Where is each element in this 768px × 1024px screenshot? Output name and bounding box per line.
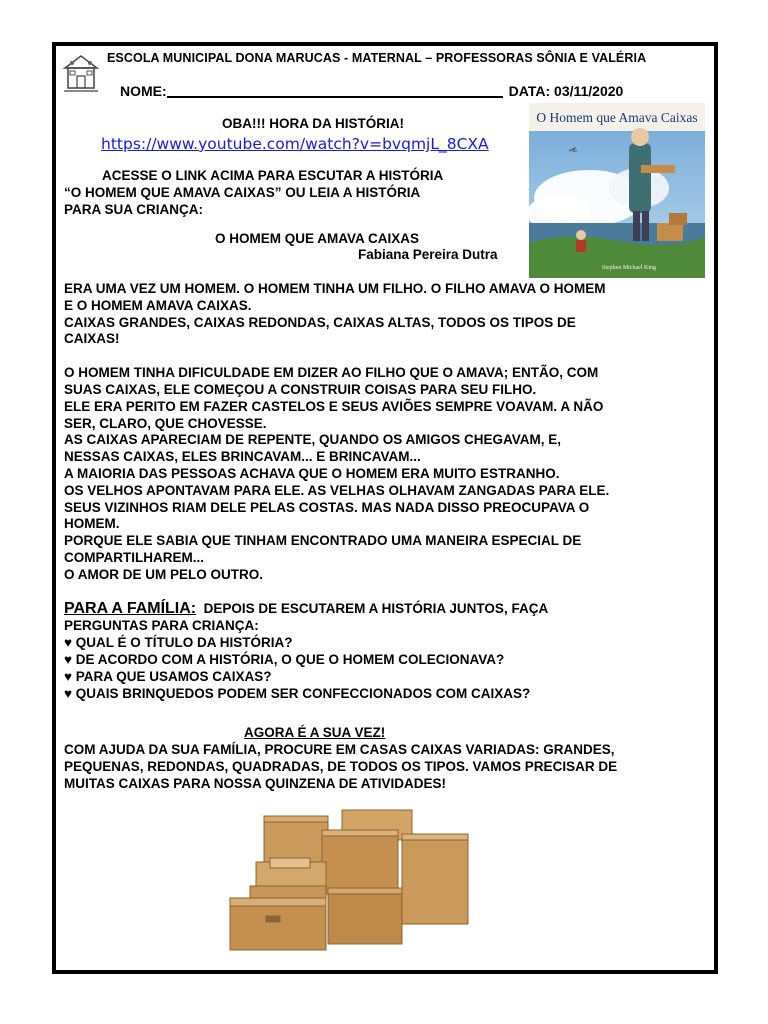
name-date-row <box>120 82 623 99</box>
story-author: Fabiana Pereira Dutra <box>358 247 498 262</box>
intro-line: PARA SUA CRIANÇA: <box>64 202 203 217</box>
story-line: OS VELHOS APONTAVAM PARA ELE. AS VELHAS OLHAVAM ZANGADAS PARA ELE. <box>64 482 610 498</box>
cardboard-boxes-image <box>226 806 472 956</box>
family-intro-line: PERGUNTAS PARA CRIANÇA: <box>64 618 259 633</box>
story-line: A MAIORIA DAS PESSOAS ACHAVA QUE O HOMEM ERA MUITO ESTRANHO. <box>64 465 560 481</box>
intro-text <box>64 167 524 218</box>
your-turn-title: AGORA É A SUA VEZ! <box>244 725 386 740</box>
story-line: PORQUE ELE SABIA QUE TINHAM ENCONTRADO UMA MANEIRA ESPECIAL DE <box>64 533 582 549</box>
story-line: SUAS CAIXAS, ELE COMEÇOU A CONSTRUIR COISAS PARA SEU FILHO. <box>64 381 537 397</box>
paragraph-gap <box>64 348 704 365</box>
activity-title: OBA!!! HORA DA HISTÓRIA! <box>222 116 404 131</box>
story-text <box>64 281 704 584</box>
question-item: ♥ DE ACORDO COM A HISTÓRIA, O QUE O HOMEM COLECIONAVA? <box>64 652 505 667</box>
question-item: ♥ PARA QUE USAMOS CAIXAS? <box>64 669 272 684</box>
school-header: ESCOLA MUNICIPAL DONA MARUCAS - MATERNAL – PROFESSORAS SÔNIA E VALÉRIA <box>107 51 647 65</box>
date-label: DATA: 03/11/2020 <box>508 83 624 99</box>
story-line: SER, CLARO, QUE CHOVESSE. <box>64 415 267 431</box>
story-line: AS CAIXAS APARECIAM DE REPENTE, QUANDO OS AMIGOS CHEGAVAM, E, <box>64 432 562 448</box>
intro-line: “O HOMEM QUE AMAVA CAIXAS” OU LEIA A HISTÓRIA <box>64 185 421 200</box>
story-video-link[interactable]: https://www.youtube.com/watch?v=bvqmjL_8CXA <box>101 135 489 153</box>
story-line: E O HOMEM AMAVA CAIXAS. <box>64 297 252 313</box>
cover-title: O Homem que Amava Caixas <box>536 110 698 125</box>
story-line: CAIXAS GRANDES, CAIXAS REDONDAS, CAIXAS ALTAS, TODOS OS TIPOS DE <box>64 314 576 330</box>
cover-author: Stephen Michael King <box>602 265 656 271</box>
question-item: ♥ QUAIS BRINQUEDOS PODEM SER CONFECCIONADOS COM CAIXAS? <box>64 686 531 701</box>
story-line: ELE ERA PERITO EM FAZER CASTELOS E SEUS AVIÕES SEMPRE VOAVAM. A NÃO <box>64 398 604 414</box>
story-line: O HOMEM TINHA DIFICULDADE EM DIZER AO FILHO QUE O AMAVA; ENTÃO, COM <box>64 365 599 381</box>
story-line: O AMOR DE UM PELO OUTRO. <box>64 566 263 582</box>
family-intro <box>64 600 704 617</box>
your-turn-line: COM AJUDA DA SUA FAMÍLIA, PROCURE EM CASAS CAIXAS VARIADAS: GRANDES, <box>64 742 615 757</box>
intro-line: ACESSE O LINK ACIMA PARA ESCUTAR A HISTÓRIA <box>102 168 444 183</box>
story-line: ERA UMA VEZ UM HOMEM. O HOMEM TINHA UM FILHO. O FILHO AMAVA O HOMEM <box>64 281 606 296</box>
name-blank-line <box>167 82 503 98</box>
family-intro-text: DEPOIS DE ESCUTAREM A HISTÓRIA JUNTOS, FAÇA <box>203 601 549 616</box>
family-label: PARA A FAMÍLIA: <box>64 600 197 617</box>
name-label: NOME: <box>120 83 167 99</box>
your-turn-line: MUITAS CAIXAS PARA NOSSA QUINZENA DE ATIVIDADES! <box>64 776 447 791</box>
school-logo-icon <box>62 54 100 94</box>
story-line: CAIXAS! <box>64 331 120 347</box>
family-section <box>64 600 704 702</box>
story-line: NESSAS CAIXAS, ELES BRINCAVAM... E BRINCAVAM... <box>64 449 421 465</box>
book-cover-image <box>529 103 705 278</box>
story-line: SEUS VIZINHOS RIAM DELE PELAS COSTAS. MAS NADA DISSO PREOCUPAVA O <box>64 499 590 515</box>
your-turn-text <box>64 741 704 792</box>
your-turn-line: PEQUENAS, REDONDAS, QUADRADAS, DE TODOS OS TIPOS. VAMOS PRECISAR DE <box>64 759 618 774</box>
story-title: O HOMEM QUE AMAVA CAIXAS <box>215 231 420 246</box>
question-item: ♥ QUAL É O TÍTULO DA HISTÓRIA? <box>64 635 293 650</box>
story-line: COMPARTILHAREM... <box>64 549 204 565</box>
story-line: HOMEM. <box>64 516 120 532</box>
